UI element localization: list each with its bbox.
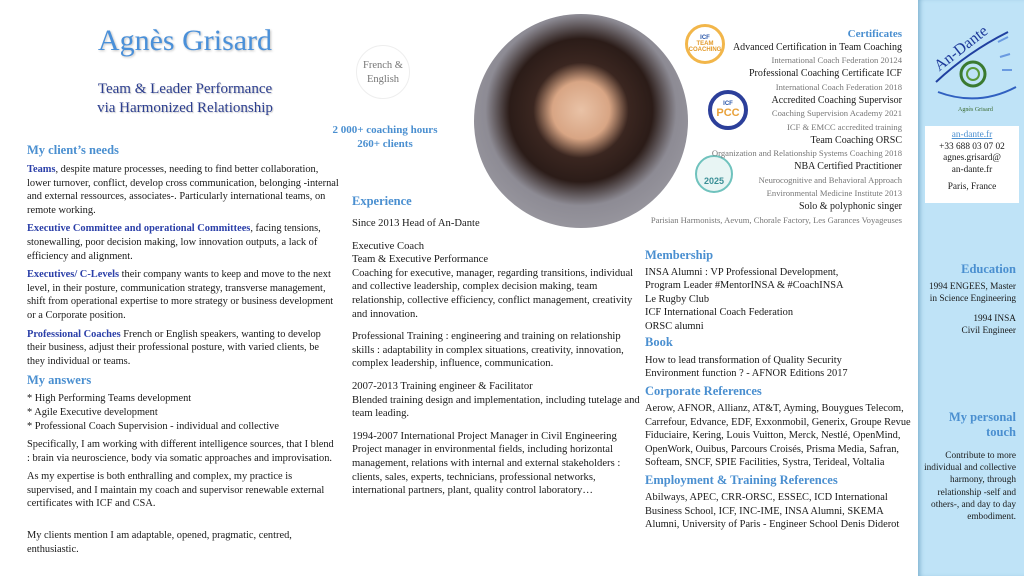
tagline-line: Team & Leader Performance	[97, 81, 273, 97]
text-segment: High Performing Teams	[34, 393, 135, 405]
text-segment: Advanced Certification in	[732, 41, 840, 53]
tagline	[60, 80, 310, 118]
list-item	[352, 430, 640, 498]
languages-badge	[356, 45, 410, 99]
list-item	[352, 380, 640, 421]
logo-subtext: Agnès Grisard	[958, 107, 993, 113]
list-item	[640, 161, 902, 174]
language-text: French &	[363, 60, 403, 71]
list-item: ICF International Coach Federation	[645, 307, 794, 318]
certificates-list	[640, 42, 902, 228]
name-title: Agnès Grisard	[97, 24, 273, 57]
text-segment: Neurocognitive and Behavioral Approach	[758, 174, 902, 185]
list-item	[27, 163, 339, 217]
text-segment: Team Coaching	[839, 41, 902, 53]
list-item	[27, 470, 339, 511]
coaching-hours: 2 000+ coaching hours	[332, 124, 438, 136]
text-segment: Teams	[27, 164, 56, 175]
text-segment: Professional Coaches	[27, 328, 121, 340]
list-item	[27, 392, 339, 406]
list-item	[640, 68, 902, 81]
section-heading: My personal touch	[948, 410, 1016, 439]
text-segment: Executives/ C-Levels	[27, 269, 120, 281]
text-segment: 2007-2013 Training engineer & Facilitator	[352, 380, 533, 392]
text-segment: ICF & EMCC accredited training	[786, 121, 902, 132]
text-segment: Certificate ICF	[839, 68, 902, 80]
list-item	[27, 406, 339, 420]
logo-text: An-Dante	[931, 22, 992, 75]
location: Paris, France	[947, 182, 997, 192]
text-segment: .	[76, 543, 79, 555]
badge-text: ICF	[723, 101, 733, 107]
text-segment: Specifically, I am working with	[27, 439, 161, 451]
membership-list	[645, 266, 915, 334]
section-heading: My client’s needs	[27, 143, 119, 157]
section-heading: Experience	[352, 194, 412, 208]
personal-touch-section	[924, 410, 1016, 523]
text-segment: International Coach Federation 20124	[771, 55, 902, 66]
tagline-line: via Harmonized Relationship	[97, 100, 273, 116]
text-segment: Coaching Supervision Academy 2021	[771, 108, 902, 119]
text-segment: Since 2013 Head of An-Dante	[352, 218, 480, 229]
text-segment: renewable external certificates	[27, 484, 325, 510]
text-segment: Professional Coaching	[748, 68, 840, 80]
list-item	[640, 174, 902, 188]
text-segment: development	[134, 393, 192, 405]
badge-text: PCC	[716, 107, 740, 119]
text-segment: Team & Executive Performance	[352, 254, 489, 266]
list-item	[640, 42, 902, 55]
section-heading: Education	[961, 262, 1016, 276]
text-segment: 1994-2007 International Project Manager in Civil Engineering	[352, 430, 617, 442]
text-segment: body	[131, 452, 152, 464]
text-segment: Agile Executive	[34, 406, 102, 418]
corporate-references: Aerow, AFNOR, Allianz, AT&T, Ayming, Bouygues Telecom, Carrefour, Edvance, EDF, Exxonmobil, Generix, Groupe Revue Fiduciaire, Kering, Louis Vuitton, Merck, Nestlé, OpenMind, OpenWork, Ouibus, Parcours Croisés, Prisma Media, Safran, Softeam, SNCF, SPIE Facilities, Systra, Terideal, Voltalia	[645, 403, 911, 468]
list-item	[27, 328, 339, 369]
list-item	[640, 214, 902, 228]
badge-text: TEAM	[696, 41, 714, 47]
section-heading: Employment & Training References	[645, 472, 838, 487]
answers-bullets	[27, 392, 339, 433]
badge-text: ICF	[700, 35, 710, 41]
text-segment: adaptable, opened, pragmatic, centred, enthusiastic	[27, 530, 292, 555]
text-segment: Team Coaching ORSC	[810, 134, 902, 146]
list-item	[352, 240, 640, 322]
text-segment: via somatic approaches and improvisation.	[151, 452, 333, 464]
certificates-section	[640, 28, 902, 228]
an-dante-logo	[928, 12, 1018, 112]
text-segment: Executive Committee and operational Committees	[27, 223, 251, 235]
section-heading: Book	[645, 335, 673, 349]
education-item: 1994 ENGEES, Master in Science Engineering	[928, 282, 1016, 304]
section-heading: Certificates	[847, 28, 902, 40]
list-item	[27, 268, 339, 322]
list-item	[640, 201, 902, 214]
answers-paragraphs	[27, 438, 339, 511]
email-text[interactable]: agnes.grisard@	[943, 153, 1001, 163]
contact-box	[925, 126, 1019, 203]
list-item	[352, 330, 640, 371]
text-segment: * Professional	[27, 420, 89, 432]
phone-number: +33 688 03 07 02	[939, 141, 1005, 152]
list-item	[640, 147, 902, 161]
client-count: 260+ clients	[357, 138, 413, 150]
text-segment: Environmental Medicine Institute 2013	[766, 188, 902, 199]
text-segment: - individual and collective	[167, 420, 279, 432]
experience-list	[352, 217, 640, 498]
list-item: INSA Alumni : VP Professional Development,	[645, 266, 839, 278]
text-segment: with ICF and CSA.	[72, 498, 156, 510]
text-segment: brain	[32, 452, 54, 464]
list-item	[640, 135, 902, 148]
text-segment: Coaching for executive, manager, regarding transitions, individual and collective leadership, complex decision making, team relationship, collective efficiency, conflict management, creativity and innovation.	[352, 267, 634, 320]
list-item	[27, 438, 339, 465]
experience-section	[352, 194, 640, 507]
badge-text: COACHING	[688, 47, 722, 53]
list-item: ORSC alumni	[645, 320, 704, 332]
text-segment: Project manager in environmental fields, including horizontal management, relations with internal and external stakeholders : clients, sales, experts, technicians, professional networks, international partners, plant, quality control laboratory…	[352, 444, 621, 497]
list-item	[640, 107, 902, 121]
badge-text: 2025	[703, 176, 725, 186]
text-segment: International Coach Federation 2018	[775, 81, 902, 92]
text-segment: NBA Certified Practitioner	[794, 161, 902, 173]
text-segment: , and I maintain my coach and supervisor	[71, 484, 246, 496]
text-segment: Supervisor	[858, 94, 902, 106]
list-item	[640, 54, 902, 68]
text-segment: , that I blend :	[27, 439, 334, 464]
text-segment: *	[27, 393, 35, 405]
language-text: English	[366, 74, 400, 85]
text-segment: different intelligence sources	[160, 439, 282, 451]
text-segment: *	[27, 406, 35, 418]
text-segment: , facing tensions, stonewalling, poor decision making, low innovation outputs, a lack of efficiency and alignment.	[27, 223, 321, 262]
email-text[interactable]: an-dante.fr	[951, 164, 993, 175]
text-segment: Organization and Relationship Systems Coaching 2018	[711, 148, 902, 159]
text-segment: development	[101, 406, 158, 418]
text-segment: French or English speakers, wanting to develop their business, adjust their professional posture, with varied clients, be they individual or teams.	[27, 328, 321, 367]
text-segment: via neuroscience,	[53, 452, 132, 464]
client-needs-section	[27, 143, 339, 556]
text-segment: As my expertise is both enthralling and complex,	[27, 471, 234, 483]
text-segment: My clients mention I am	[27, 530, 132, 542]
section-heading: Membership	[645, 248, 714, 262]
text-segment: Blended training design and implementation, including tutelage and team leading.	[352, 394, 640, 420]
text-segment: Accredited Coaching	[771, 94, 859, 106]
closing-text	[27, 529, 339, 556]
list-item	[352, 217, 640, 231]
book-text: How to lead transformation of Quality Security Environment function ? - AFNOR Editions 2017	[645, 354, 848, 379]
list-item: Le Rugby Club	[645, 293, 710, 305]
list-item	[640, 81, 902, 95]
section-heading: My answers	[27, 373, 92, 388]
text-segment: Solo & polyphonic singer	[798, 201, 902, 213]
text-segment: : engineering and training on relationship skills : adaptability in complex situations, creativity, innovation, complex leadership, influence, communication.	[352, 331, 624, 370]
education-item: 1994 INSA Civil Engineer	[961, 314, 1016, 336]
personal-touch-text: Contribute to more individual and collective harmony, through relationship -self and others-, and day to day embodiment.	[924, 451, 1016, 523]
list-item	[27, 222, 339, 263]
section-heading: Corporate References	[645, 383, 762, 398]
list-item	[640, 121, 902, 135]
list-item: Program Leader #MentorINSA & #CoachINSA	[645, 280, 844, 291]
list-item	[640, 187, 902, 201]
list-item	[640, 95, 902, 108]
website-link[interactable]: an-dante.fr	[951, 130, 993, 140]
employment-references: Abilways, APEC, CRR-ORSC, ESSEC, ICD International Business School, ICF, INC-IME, INSA Alumni, SKEMA Alumni, University of Paris - Engineer School Denis Diderot	[645, 492, 900, 530]
text-segment: Coach Supervision	[88, 420, 168, 432]
text-segment: , despite mature processes, needing to find better collaboration, lower turnover, conflict, develop cross communication, belonging -internal and external ressources, associates-. Particularly international teams, on remote working.	[27, 164, 339, 216]
text-segment: their company wants to keep and move to the next level, in their posture, communication strategy, transverse management, shift from operational expertise to more strategy or business development or a Corporate position.	[27, 269, 334, 321]
text-segment: my practice is supervised	[27, 471, 293, 496]
needs-paragraphs	[27, 163, 339, 368]
text-segment: Professional Training	[352, 331, 443, 343]
right-column	[645, 249, 915, 532]
text-segment: Executive Coach	[352, 240, 425, 252]
education-section	[924, 263, 1016, 337]
text-segment: Parisian Harmonists, Aevum, Chorale Factory, Les Garances Voyageuses	[650, 214, 902, 225]
list-item	[27, 420, 339, 434]
